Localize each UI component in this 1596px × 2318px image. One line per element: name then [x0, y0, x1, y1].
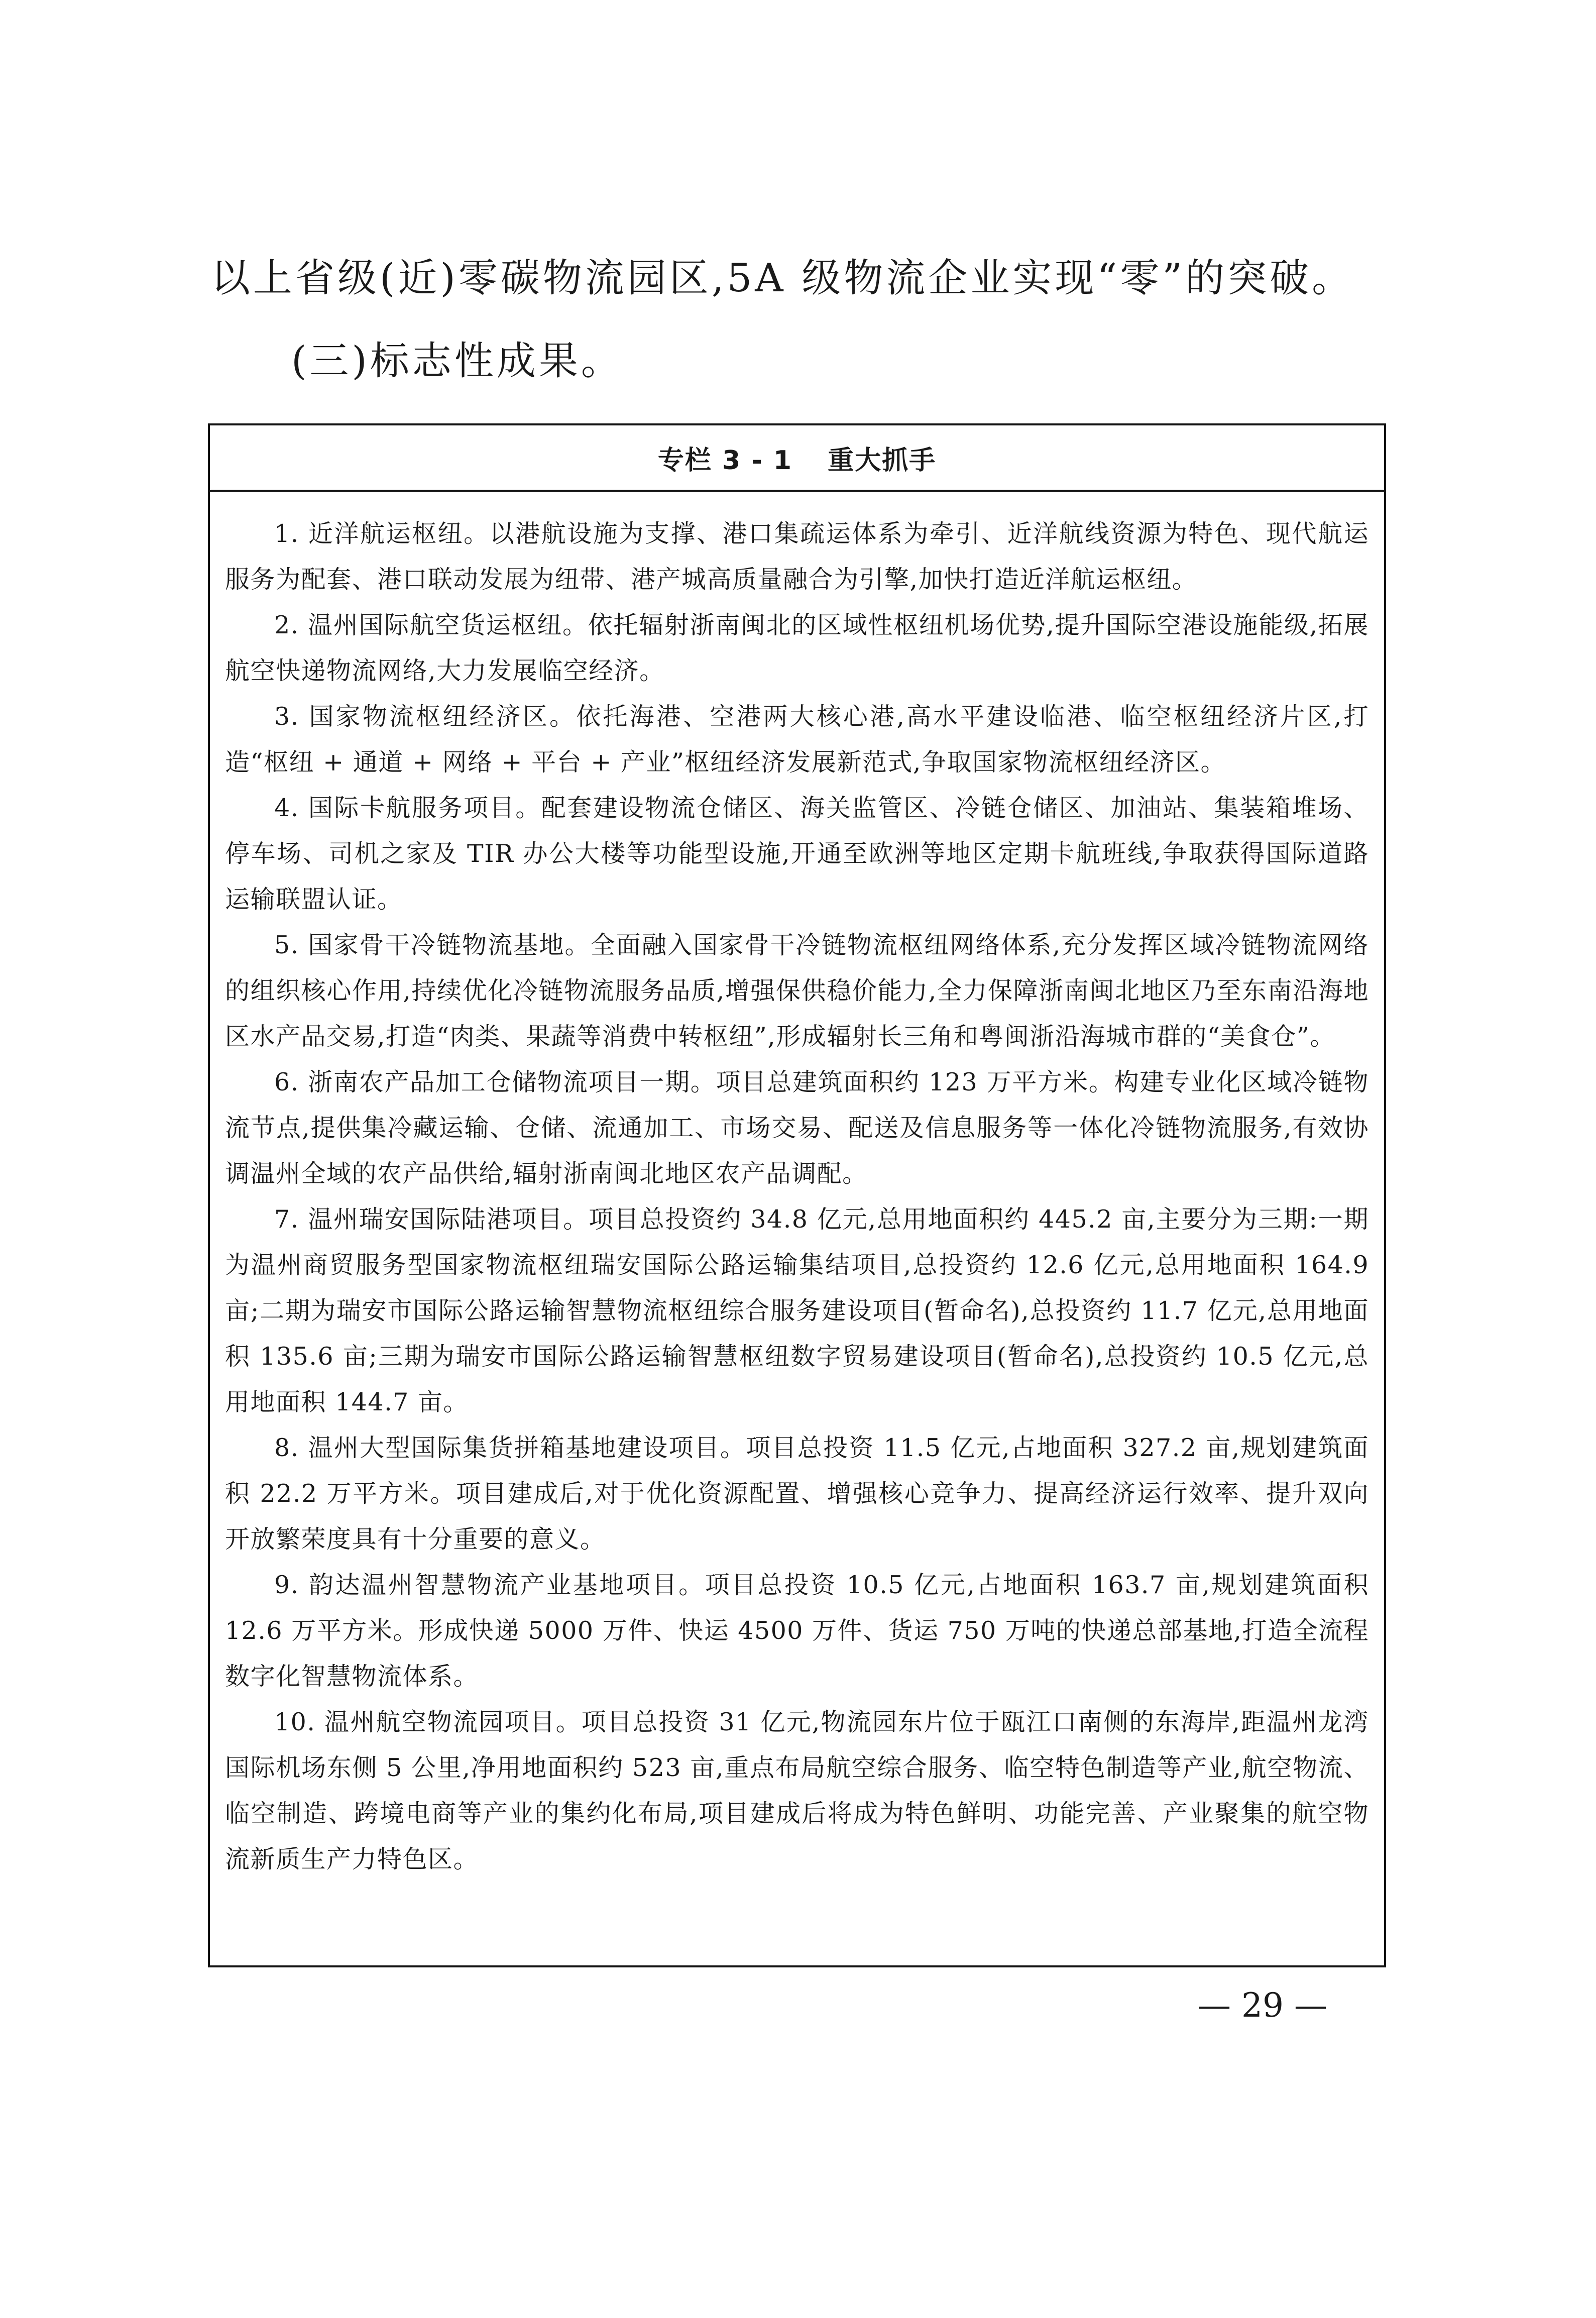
- list-item: 2. 温州国际航空货运枢纽。依托辐射浙南闽北的区域性枢纽机场优势,提升国际空港设施能级,拓展航空快递物流网络,大力发展临空经济。: [225, 611, 1369, 685]
- feature-box-body: [210, 492, 1384, 1882]
- list-item: 3. 国家物流枢纽经济区。依托海港、空港两大核心港,高水平建设临港、临空枢纽经济片区,打造“枢纽 + 通道 + 网络 + 平台 + 产业”枢纽经济发展新范式,争取国家物流枢纽经济区。: [225, 702, 1369, 777]
- list-item: 4. 国际卡航服务项目。配套建设物流仓储区、海关监管区、冷链仓储区、加油站、集装箱堆场、停车场、司机之家及 TIR 办公大楼等功能型设施,开通至欧洲等地区定期卡航班线,争取获得国际道路运输联盟认证。: [225, 794, 1369, 914]
- feature-box-number: 专栏 3 - 1: [657, 445, 793, 476]
- page-number: — 29 —: [1198, 1986, 1327, 2025]
- list-item: 7. 温州瑞安国际陆港项目。项目总投资约 34.8 亿元,总用地面积约 445.2 亩,主要分为三期:一期为温州商贸服务型国家物流枢纽瑞安国际公路运输集结项目,总投资约 12.6 亿元,总用地面积 164.9 亩;二期为瑞安市国际公路运输智慧物流枢纽综合服务建设项目(暂命名),总投资约 11.7 亿元,总用地面积 135.6 亩;三期为瑞安市国际公路运输智慧枢纽数字贸易建设项目(暂命名),总投资约 10.5 亿元,总用地面积 144.7 亩。: [225, 1205, 1369, 1416]
- feature-box-header: [210, 425, 1384, 492]
- list-item: 8. 温州大型国际集货拼箱基地建设项目。项目总投资 11.5 亿元,占地面积 327.2 亩,规划建筑面积 22.2 万平方米。项目建成后,对于优化资源配置、增强核心竞争力、提高经济运行效率、提升双向开放繁荣度具有十分重要的意义。: [225, 1433, 1369, 1554]
- feature-box: [208, 423, 1386, 1967]
- lead-paragraph-line: 以上省级(近)零碳物流园区,5A 级物流企业实现“零”的突破。: [211, 256, 1354, 301]
- list-item: 5. 国家骨干冷链物流基地。全面融入国家骨干冷链物流枢纽网络体系,充分发挥区域冷链物流网络的组织核心作用,持续优化冷链物流服务品质,增强保供稳价能力,全力保障浙南闽北地区乃至东南沿海地区水产品交易,打造“肉类、果蔬等消费中转枢纽”,形成辐射长三角和粤闽浙沿海城市群的“美食仓”。: [225, 931, 1369, 1051]
- feature-box-title: 重大抓手: [828, 445, 937, 476]
- list-item: 10. 温州航空物流园项目。项目总投资 31 亿元,物流园东片位于瓯江口南侧的东海岸,距温州龙湾国际机场东侧 5 公里,净用地面积约 523 亩,重点布局航空综合服务、临空特色制造等产业,航空物流、临空制造、跨境电商等产业的集约化布局,项目建成后将成为特色鲜明、功能完善、产业聚集的航空物流新质生产力特色区。: [225, 1708, 1369, 1873]
- list-item: 6. 浙南农产品加工仓储物流项目一期。项目总建筑面积约 123 万平方米。构建专业化区域冷链物流节点,提供集冷藏运输、仓储、流通加工、市场交易、配送及信息服务等一体化冷链物流服务,有效协调温州全域的农产品供给,辐射浙南闽北地区农产品调配。: [225, 1068, 1369, 1188]
- list-item: 9. 韵达温州智慧物流产业基地项目。项目总投资 10.5 亿元,占地面积 163.7 亩,规划建筑面积 12.6 万平方米。形成快递 5000 万件、快运 4500 万件、货运 750 万吨的快递总部基地,打造全流程数字化智慧物流体系。: [225, 1571, 1369, 1691]
- section-heading: (三)标志性成果。: [291, 339, 623, 384]
- list-item: 1. 近洋航运枢纽。以港航设施为支撑、港口集疏运体系为牵引、近洋航线资源为特色、现代航运服务为配套、港口联动发展为纽带、港产城高质量融合为引擎,加快打造近洋航运枢纽。: [225, 519, 1369, 594]
